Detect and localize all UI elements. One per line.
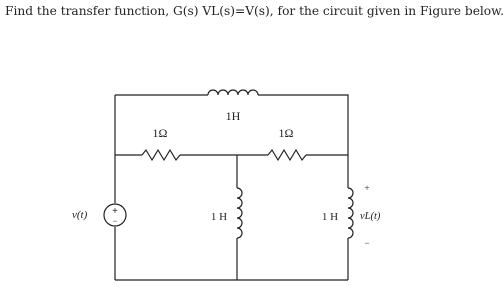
top-inductor-coil <box>208 90 258 95</box>
left-resistor-label: 1Ω <box>152 126 168 140</box>
question-text: Find the transfer function, G(s) VL(s)=V(s), for the circuit given in Figure below. <box>5 4 504 18</box>
middle-inductor-label: 1 H <box>210 211 228 223</box>
right-inductor-coil <box>348 188 353 238</box>
top-right-wire <box>258 95 348 155</box>
source-label: v(t) <box>72 209 88 221</box>
right-resistor-label: 1Ω <box>278 126 294 140</box>
top-inductor-label: 1H <box>225 109 241 123</box>
output-plus-sign: + <box>364 183 370 193</box>
left-resistor-zigzag <box>142 150 180 160</box>
right-resistor-zigzag <box>268 150 306 160</box>
source-plus-sign: + <box>112 206 118 217</box>
middle-inductor-coil <box>237 188 242 238</box>
source-minus-sign: − <box>112 216 118 226</box>
output-label: vL(t) <box>360 211 381 222</box>
right-inductor-label: 1 H <box>321 211 339 223</box>
output-minus-sign: − <box>364 238 370 248</box>
